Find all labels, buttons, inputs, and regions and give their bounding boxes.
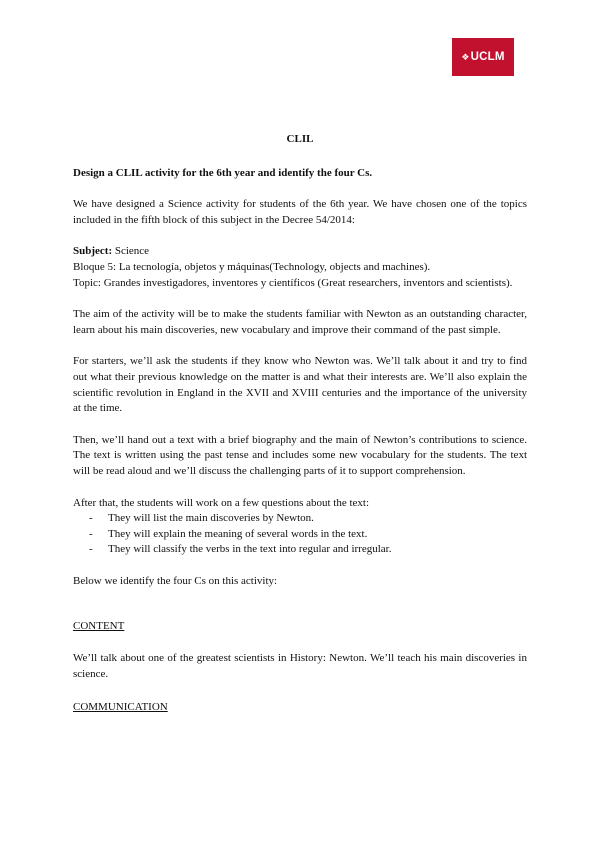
subject-label: Subject: [73,245,113,258]
list-item [89,527,527,543]
document-heading: Design a CLIL activity for the 6th year and identify the four Cs. [73,166,373,179]
bullet: - [89,527,93,540]
bloque-line: Bloque 5: La tecnología, objetos y máquinas(Technology, objects and machines). [73,260,431,273]
list-item [89,542,527,558]
communication-heading: COMMUNICATION [73,701,168,714]
content-paragraph: We’ll talk about one of the greatest scientists in History: Newton. We’ll teach his main discoveries in science. [73,652,527,680]
bullet: - [89,512,93,525]
task-text: They will classify the verbs in the text into regular and irregular. [108,543,392,556]
aim-paragraph: The aim of the activity will be to make the students familiar with Newton as an outstanding character, learn about his main discoveries, new vocabulary and improve their command of the past simple. [73,308,527,336]
task-text: They will list the main discoveries by Newton. [108,512,314,525]
topic-line: Topic: Grandes investigadores, inventores y científicos (Great researchers, inventors and scientists). [73,276,513,289]
list-item [89,511,527,527]
content-heading: CONTENT [73,620,125,633]
starters-paragraph: For starters, we’ll ask the students if they know who Newton was. We’ll talk about it and try to find out what their previous knowledge on the matter is and what their interests are. We’ll also explain the scientific revolution in England in the XVII and XVIII centuries and the importance of the university at the time. [73,355,527,415]
task-list [89,511,527,558]
document-title: CLIL [286,133,314,145]
subject-value: Science [112,245,150,258]
below-paragraph: Below we identify the four Cs on this activity: [73,574,278,587]
subject-line [73,244,527,260]
document-body [73,132,527,716]
then-paragraph: Then, we’ll hand out a text with a brief biography and the main of Newton’s contributions to science. The text is written using the past tense and includes some new vocabulary for the students. The text will be read aloud and we’ll discuss the challenging parts of it to support comprehension. [73,433,527,477]
intro-paragraph: We have designed a Science activity for students of the 6th year. We have chosen one of the topics included in the fifth block of this subject in the Decree 54/2014: [73,198,527,226]
uclm-logo [452,38,514,76]
logo-mark-icon: ❖ [461,51,470,62]
task-text: They will explain the meaning of several words in the text. [108,527,368,540]
logo-text: UCLM [470,51,505,63]
bullet: - [89,543,93,556]
after-paragraph: After that, the students will work on a few questions about the text: [73,496,370,509]
